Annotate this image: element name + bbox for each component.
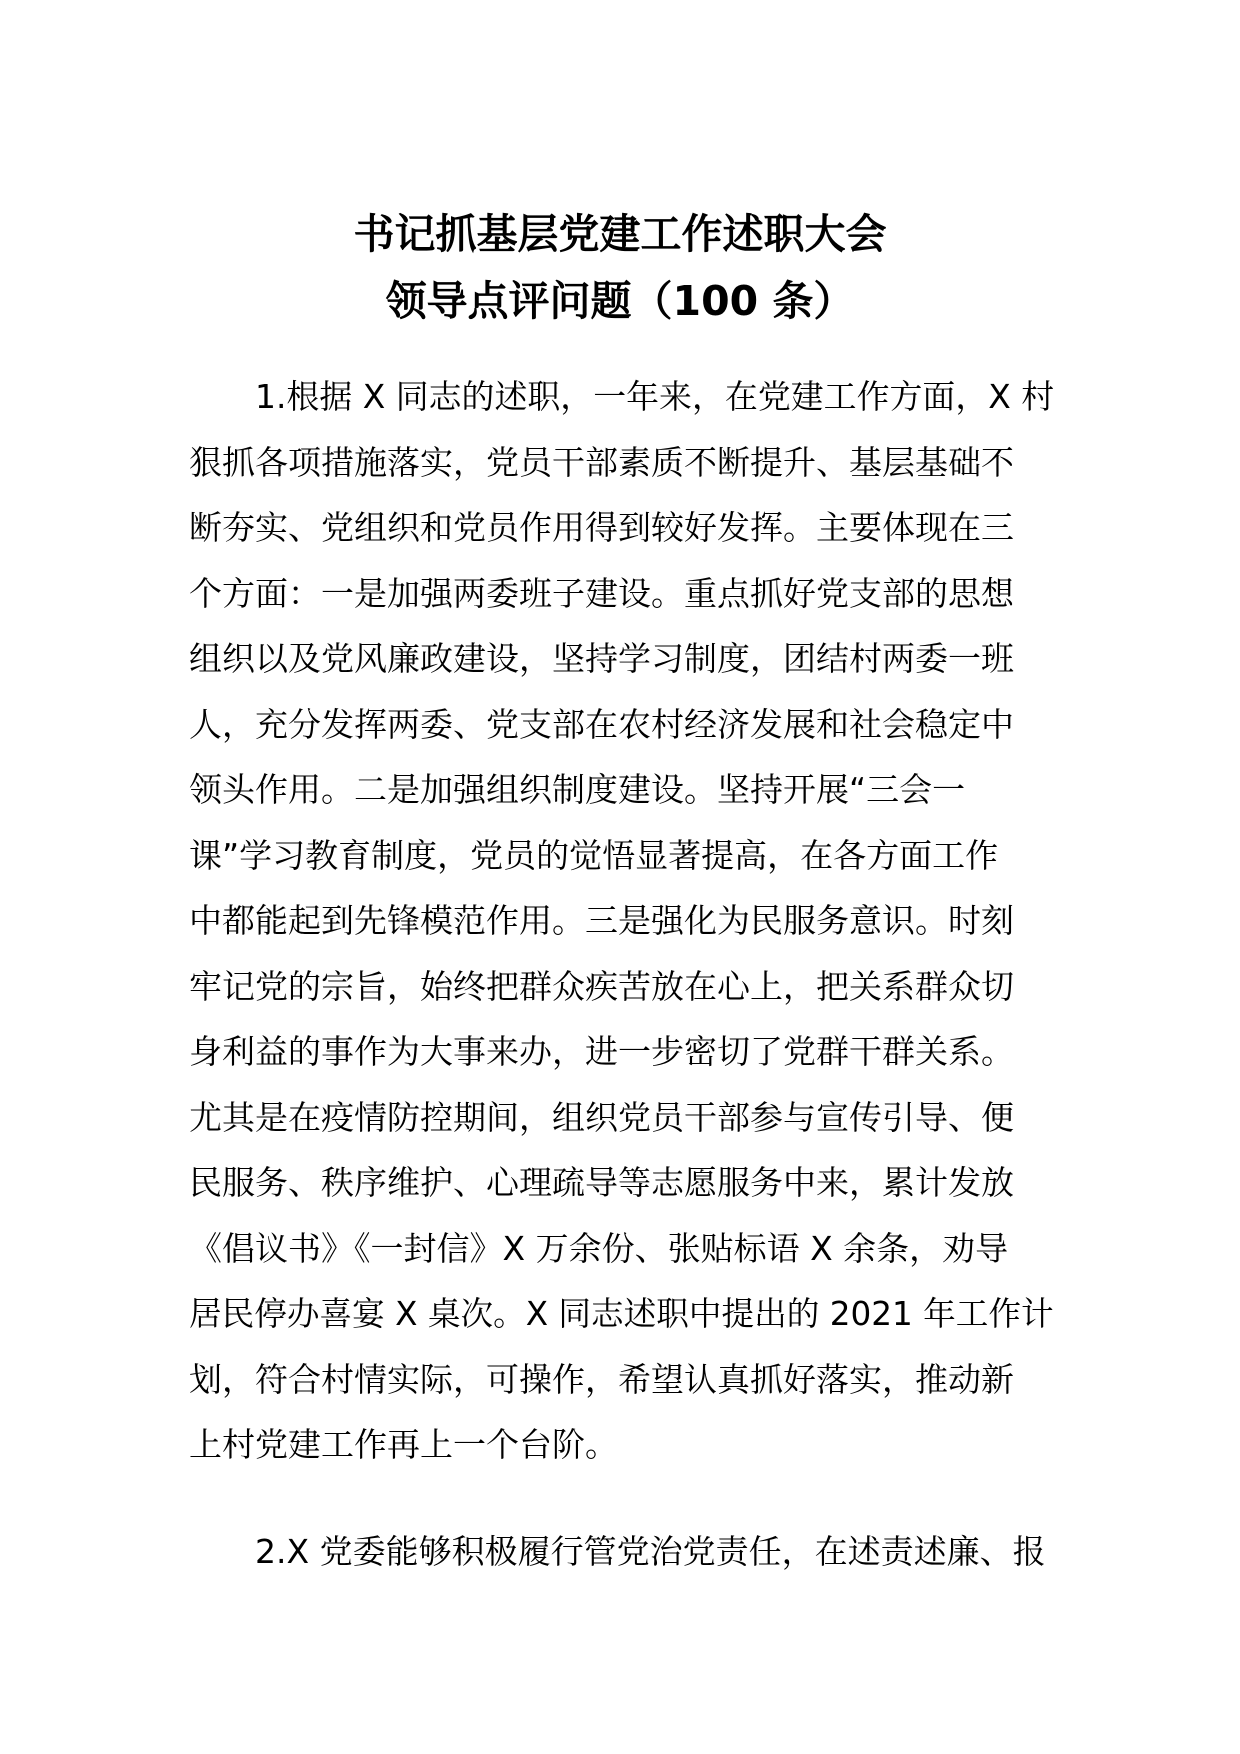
- paragraph-2: [189, 1519, 1054, 1585]
- paragraph-line: 组织以及党风廉政建设，坚持学习制度，团结村两委一班: [189, 639, 1014, 678]
- paragraph-line: 个方面：一是加强两委班子建设。重点抓好党支部的思想: [189, 573, 1014, 613]
- paragraph-line: 领头作用。二是加强组织制度建设。坚持开展“三会一: [189, 770, 966, 809]
- paragraph-line: 2.X 党委能够积极履行管党治党责任，在述责述廉、报: [255, 1532, 1046, 1571]
- paragraph-line: 人，充分发挥两委、党支部在农村经济发展和社会稳定中: [189, 704, 1014, 744]
- paragraph-line: 民服务、秩序维护、心理疏导等志愿服务中来，累计发放: [189, 1163, 1014, 1202]
- paragraph-line: 1.根据 X 同志的述职，一年来，在党建工作方面，X 村: [255, 377, 1055, 416]
- paragraph-line: 中都能起到先锋模范作用。三是强化为民服务意识。时刻: [189, 901, 1014, 940]
- paragraph-1: [189, 364, 1054, 1478]
- paragraph-line: 划，符合村情实际，可操作，希望认真抓好落实，推动新: [189, 1359, 1014, 1399]
- paragraph-line: 断夯实、党组织和党员作用得到较好发挥。主要体现在三: [189, 508, 1014, 547]
- paragraph-line: 上村党建工作再上一个台阶。: [189, 1425, 618, 1464]
- paragraph-line: 课”学习教育制度，党员的觉悟显著提高，在各方面工作: [189, 835, 999, 875]
- document-title-line-2: 领导点评问题（100 条）: [385, 277, 855, 325]
- paragraph-line: 尤其是在疫情防控期间，组织党员干部参与宣传引导、便: [189, 1097, 1014, 1137]
- paragraph-line: 居民停办喜宴 X 桌次。X 同志述职中提出的 2021 年工作计: [189, 1294, 1054, 1333]
- paragraph-line: 《倡议书》《一封信》X 万余份、张贴标语 X 余条，劝导: [189, 1228, 1009, 1268]
- paragraph-line: 身利益的事作为大事来办，进一步密切了党群干群关系。: [189, 1032, 1014, 1071]
- document-title-line-1: 书记抓基层党建工作述职大会: [353, 210, 887, 258]
- paragraph-line: 牢记党的宗旨，始终把群众疾苦放在心上，把关系群众切: [189, 966, 1014, 1006]
- paragraph-line: 狠抓各项措施落实，党员干部素质不断提升、基层基础不: [189, 442, 1014, 482]
